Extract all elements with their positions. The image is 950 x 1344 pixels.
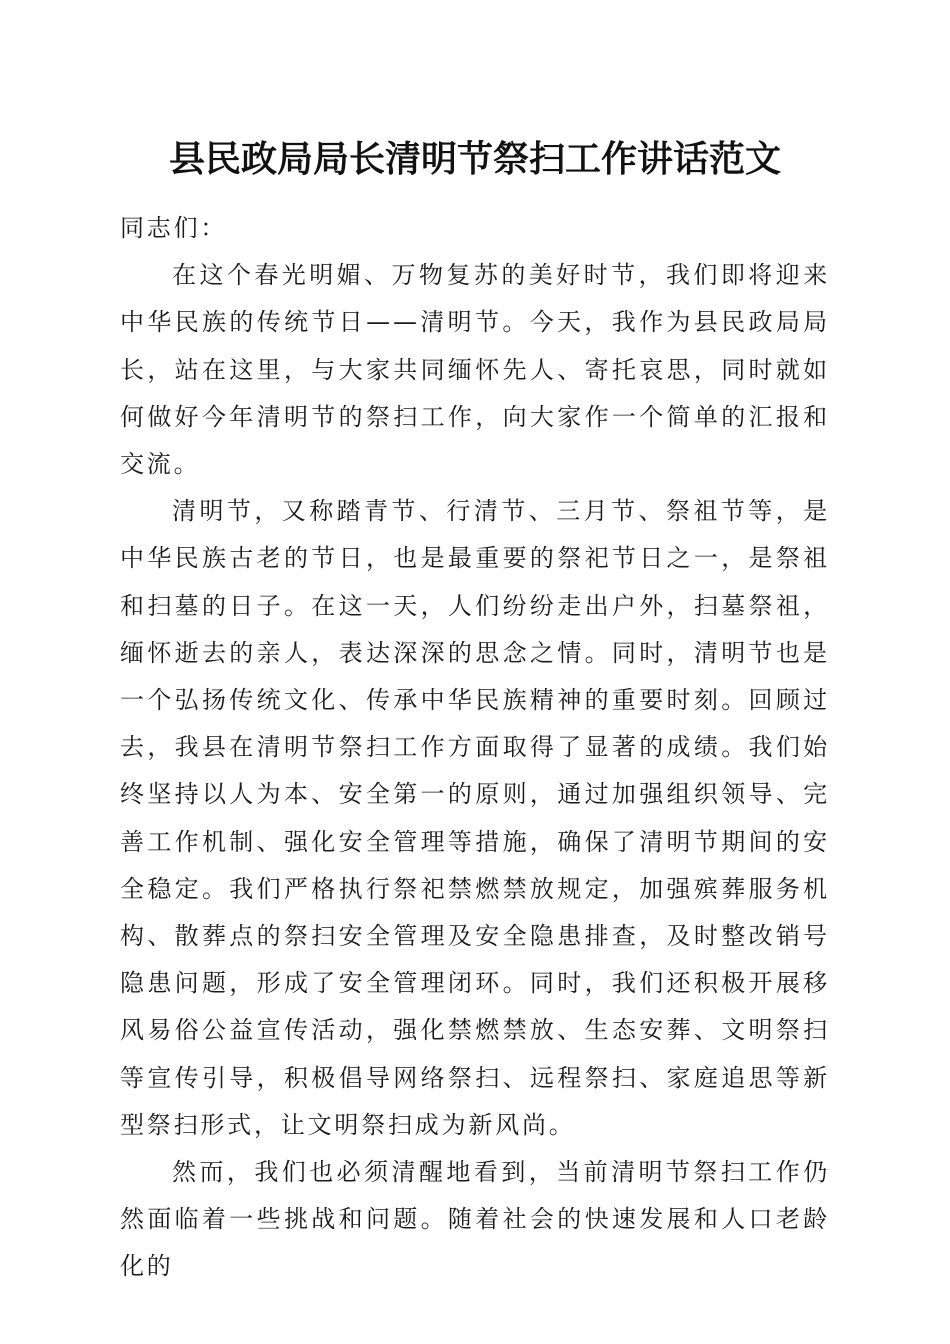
paragraph-intro: 在这个春光明媚、万物复苏的美好时节，我们即将迎来中华民族的传统节日——清明节。今天，我作为县民政局局长，站在这里，与大家共同缅怀先人、寄托哀思，同时就如何做好今年清明节的祭扫工作，向大家作一个简单的汇报和交流。 — [120, 261, 830, 479]
paragraph-background: 清明节，又称踏青节、行清节、三月节、祭祖节等，是中华民族古老的节日，也是最重要的祭祀节日之一，是祭祖和扫墓的日子。在这一天，人们纷纷走出户外，扫墓祭祖，缅怀逝去的亲人，表达深深的思念之情。同时，清明节也是一个弘扬传统文化、传承中华民族精神的重要时刻。回顾过去，我县在清明节祭扫工作方面取得了显著的成绩。我们始终坚持以人为本、安全第一的原则，通过加强组织领导、完善工作机制、强化安全管理等措施，确保了清明节期间的安全稳定。我们严格执行祭祀禁燃禁放规定，加强殡葬服务机构、散葬点的祭扫安全管理及安全隐患排查，及时整改销号隐患问题，形成了安全管理闭环。同时，我们还积极开展移风易俗公益宣传活动，强化禁燃禁放、生态安葬、文明祭扫等宣传引导，积极倡导网络祭扫、远程祭扫、家庭追思等新型祭扫形式，让文明祭扫成为新风尚。 — [120, 497, 830, 1139]
document-title: 县民政局局长清明节祭扫工作讲话范文 — [168, 138, 781, 180]
paragraph-challenges: 然而，我们也必须清醒地看到，当前清明节祭扫工作仍然面临着一些挑战和问题。随着社会的快速发展和人口老龄化的 — [120, 1158, 830, 1281]
salutation: 同志们： — [120, 214, 228, 242]
document-body — [120, 205, 830, 1291]
